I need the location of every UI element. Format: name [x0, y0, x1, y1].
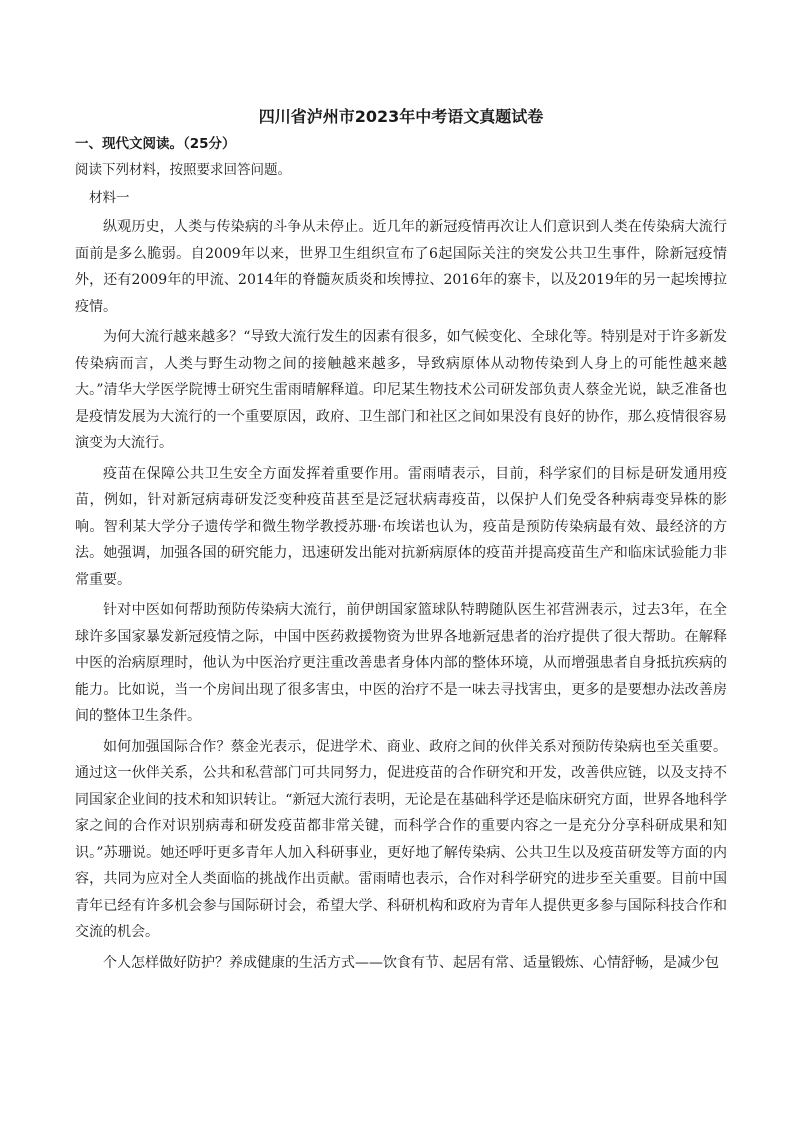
paragraph-2: 为何大流行越来越多？“导致大流行发生的因素有很多，如气候变化、全球化等。特别是对于许多新发传染病而言，人类与野生动物之间的接触越来越多，导致病原体从动物传染到人身上的可能性越来越大。”清华大学医学院博士研究生雷雨晴解释道。印尼某生物技术公司研发部负责人蔡金光说，缺乏准备也是疫情发展为大流行的一个重要原因，政府、卫生部门和社区之间如果没有良好的协作，那么疫情很容易演变为大流行。: [75, 329, 727, 451]
material-label: 材料一: [89, 190, 130, 206]
paragraph-1: 纵观历史，人类与传染病的斗争从未停止。近几年的新冠疫情再次让人们意识到人类在传染病大流行面前是多么脆弱。自2009年以来，世界卫生组织宣布了6起国际关注的突发公共卫生事件，除新冠疫情外，还有2009年的甲流、2014年的脊髓灰质炎和埃博拉、2016年的寨卡，以及2019年的另一起埃博拉疫情。: [75, 219, 727, 315]
section-heading: 一、现代文阅读。（25分）: [75, 136, 236, 152]
paragraph-6: 个人怎样做好防护？养成健康的生活方式——饮食有节、起居有常、适量锻炼、心情舒畅，是减少包: [103, 954, 719, 971]
paragraph-3: 疫苗在保障公共卫生安全方面发挥着重要作用。雷雨晴表示，目前，科学家们的目标是研发通用疫苗，例如，针对新冠病毒研发泛变种疫苗甚至是泛冠状病毒疫苗，以保护人们免受各种病毒变异株的影响。智利某大学分子遗传学和微生物学教授苏珊·布埃诺也认为，疫苗是预防传染病最有效、最经济的方法。她强调，加强各国的研究能力，迅速研发出能对抗新病原体的疫苗并提高疫苗生产和临床试验能力非常重要。: [75, 465, 727, 588]
paragraph-5: 如何加强国际合作？蔡金光表示，促进学术、商业、政府之间的伙伴关系对预防传染病也至关重要。通过这一伙伴关系，公共和私营部门可共同努力，促进疫苗的合作研究和开发，改善供应链，以及支持不同国家企业间的技术和知识转让。“新冠大流行表明，无论是在基础科学还是临床研究方面，世界各地科学家之间的合作对识别病毒和研发疫苗都非常关键，而科学合作的重要内容之一是充分分享科研成果和知识。”苏珊说。她还呼吁更多青年人加入科研事业，更好地了解传染病、公共卫生以及疫苗研发等方面的内容，共同为应对全人类面临的挑战作出贡献。雷雨晴也表示，合作对科学研究的进步至关重要。目前中国青年已经有许多机会参与国际研讨会，希望大学、科研机构和政府为青年人提供更多参与国际科技合作和交流的机会。: [75, 738, 727, 940]
instruction-text: 阅读下列材料，按照要求回答问题。: [75, 162, 291, 178]
paragraph-4: 针对中医如何帮助预防传染病大流行，前伊朗国家篮球队特聘随队医生祁营洲表示，过去3年，在全球许多国家暴发新冠疫情之际，中国中医药救援物资为世界各地新冠患者的治疗提供了很大帮助。在解释中医的治病原理时，他认为中医治疗更注重改善患者身体内部的整体环境，从而增强患者自身抵抗疾病的能力。比如说，当一个房间出现了很多害虫，中医的治疗不是一味去寻找害虫，更多的是要想办法改善房间的整体卫生条件。: [75, 602, 727, 724]
document-title: 四川省泸州市2023年中考语文真题试卷: [258, 107, 544, 126]
exam-page: [75, 106, 727, 980]
